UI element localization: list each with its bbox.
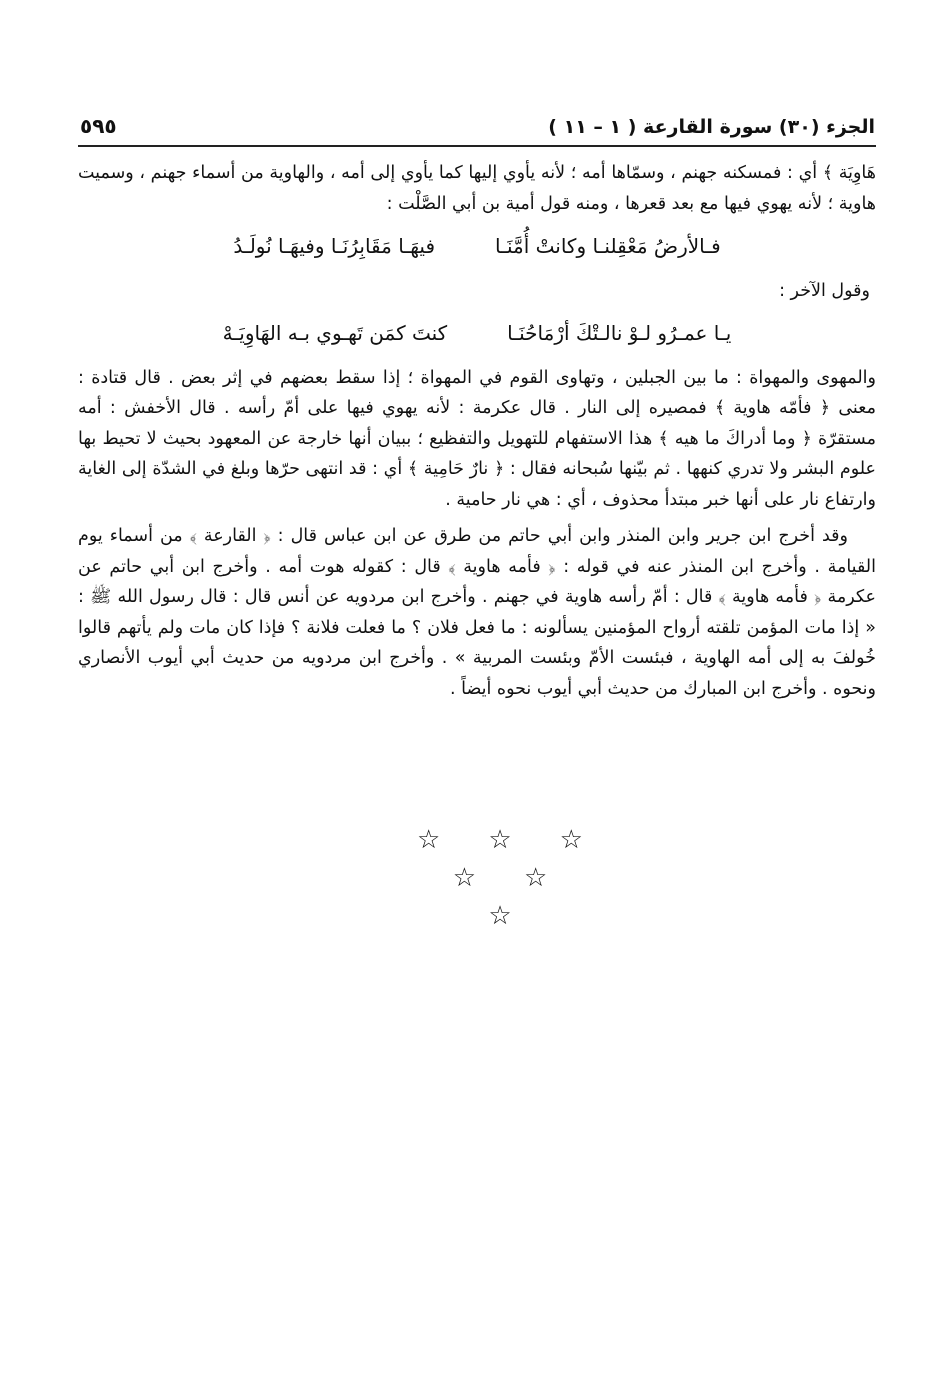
star-icon: ☆ [417,825,441,855]
paragraph-4: وقد أخرج ابن جرير وابن المنذر وابن أبي حاتم من طرق عن ابن عباس قال : ﴿ القارعة ﴾ من أسماء يوم القيامة . وأخرج ابن المنذر عنه في قوله : ﴿ فأمه هاوية ﴾ قال : كقوله هوت أمه . وأخرج ابن أبي حاتم عن عكرمة ﴿ فأمه هاوية ﴾ قال : أمّ رأسه هاوية في جهنم . وأخرج ابن مردويه عن أنس قال : قال رسول الله ﷺ : « إذا مات المؤمن تلقته أرواح المؤمنين يسألونه : ما فعل فلان ؟ ما فعلت فلانة ؟ فإذا كان مات ولم يأتهم قالوا خُولفَ به إلى أمه الهاوية ، فبئست الأمّ وبئست المربية » . وأخرج ابن مردويه من حديث أبي أيوب الأنصاري ونحوه . وأخرج ابن المبارك من حديث أبي أيوب نحوه أيضاً . [78,526,876,699]
verse-1-first-hemistich: فـالأرضُ مَعْقِلنـا وكانتْ أُمَّنَـا [495,234,721,258]
running-title: الجزء (٣٠) سورة القارعة ( ١ – ١١ ) [548,116,875,138]
poem-verse-1 [78,231,876,262]
header-rule [78,145,876,147]
verse-2-second-hemistich: كنتَ كمَن تَهـوي بـه الهَاوِيَـهْ [222,321,448,345]
paragraph-2: وقول الآخر : [779,280,870,301]
star-icon: ☆ [559,825,583,855]
paragraph-3: والمهوى والمهواة : ما بين الجبلين ، وتهاوى القوم في المهواة ؛ إذا سقط بعضهم في إثر بعض . قال قتادة : معنى ﴿ فأمّه هاوية ﴾ فمصيره إلى النار . قال عكرمة : لأنه يهوي فيها على أمّ رأسه . قال الأخفش : أمه مستقرّة ﴿ وما أدراكَ ما هيه ﴾ هذا الاستفهام للتهويل والتفظيع ؛ ببيان أنها خارجة عن المعهود بحيث لا تحيط بها علوم البشر ولا تدري كنهها . ثم بيّنها سُبحانه فقال : ﴿ نارٌ حَامِية ﴾ أي : قد انتهى حرّها وبلغ في الشدّة إلى الغاية وارتفاع نار على أنها خبر مبتدأ محذوف ، أي : هي نار حامية . [78,367,876,510]
star-icon: ☆ [488,825,512,855]
star-icon: ☆ [524,863,548,893]
ornament-row-2 [380,863,620,901]
verse-2-first-hemistich: يـا عمـرُو لـوْ نالـتْكَ أرْمَاحُنَـا [507,321,732,345]
page-number: ٥٩٥ [80,114,117,138]
star-icon: ☆ [452,863,476,893]
ornament-row-1 [380,825,620,863]
verse-1-second-hemistich: فيهَـا مَقَابِرُنَـا وفيهَـا نُولَـدُ [233,234,436,258]
paragraph-1: هَاوِيَة ﴾ أي : فمسكنه جهنم ، وسمّاها أمه ؛ لأنه يأوي إليها كما يأوي إلى أمه ، والهاوية من أسماء جهنم ، وسميت هاوية ؛ لأنه يهوي فيها مع بعد قعرها ، ومنه قول أمية بن أبي الصَّلْت : [78,163,876,214]
star-icon: ☆ [488,901,512,931]
ornament-row-3 [380,901,620,939]
page-header [80,98,875,138]
page-body [78,158,876,710]
poem-verse-2 [78,318,876,349]
section-end-ornament [380,825,620,945]
